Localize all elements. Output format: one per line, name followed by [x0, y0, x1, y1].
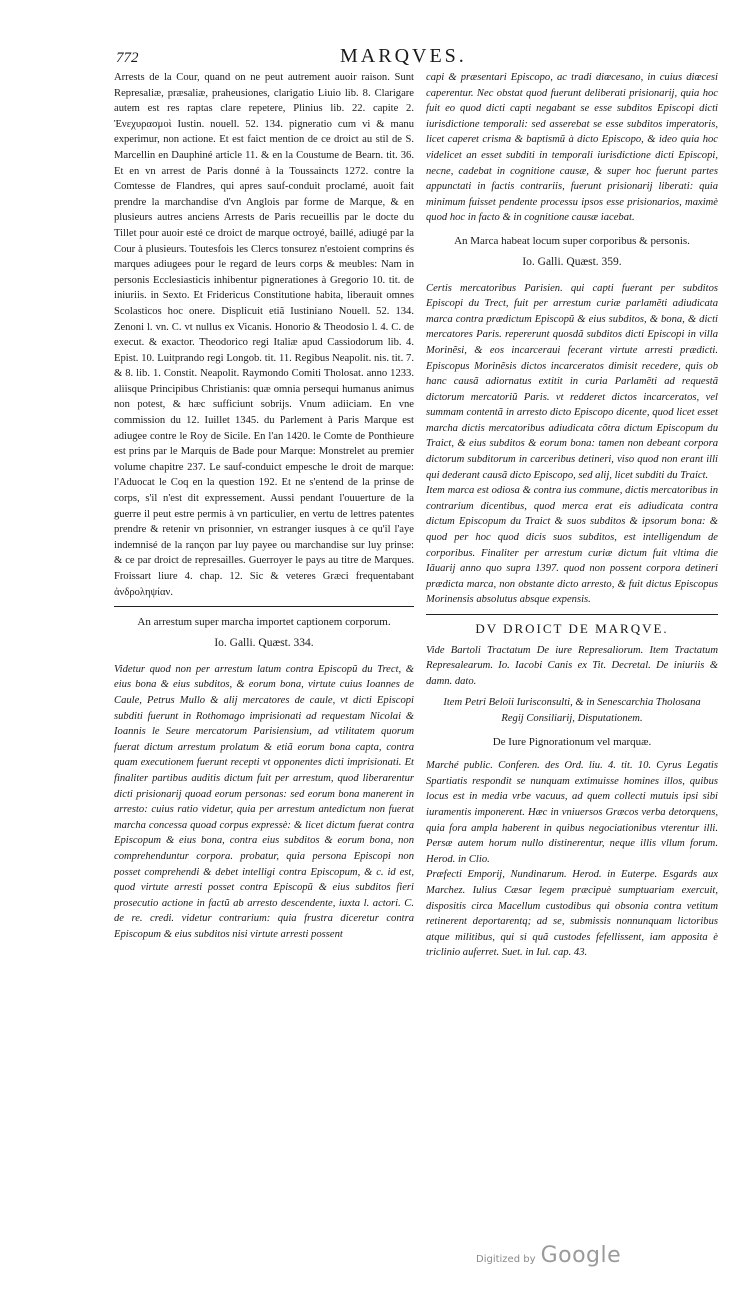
- right-paragraph-2: Certis mercatoribus Parisien. qui capti fuerant per subditos Episcopi du Trect, fuit per arrestum curiæ parlamẽti adiudicata marca contra prædictum Episcopũ & eius subditos, & bona, & dicti mercatores Paris. repererunt quosdã subditos dicti Episcopi in villa Morinẽsi, & eos incarceraui fecerant virtute arresti prædicti. Episcopus Morinẽsis dictos incarceratos dimisit recedere, quis ob hanc causã adiornatus extitit in curia Parlamẽti ad requestã dictorum mercatoriũ Paris. vt redderet dictos incarceratos, vel summam contentã in arresto dicto Episcopo dicente, quod licet esset marcha dictis mercatoribus adiudicata cõtra dictum Episcopum du Traict, & eius subditos & eorum bona: tamen non debeant corpora dictorum subditorum in carceribus detineri, viso quod non erant illi qui dederant causã dicto Episcopo, sed alij, licet subditi du Traict.: [426, 282, 718, 481]
- section-title: DV DROICT DE MARQVE.: [475, 621, 669, 636]
- question-reference: Io. Galli. Quæst. 359.: [522, 255, 622, 268]
- right-paragraph-3: Item marca est odiosa & contra ius commune, dictis mercatoribus in contrarium dicentibus, quod merca erat eis adiudicata contra dictum Episcopum du Traict & suos subditos & ipsorum bona: & quod per hoc quod dicis suos subditos, est intelligendum de corporibus. Finaliter per arrestum curiæ dictum fuit vltima die Iãuarij anno quo supra 1397. quod non possent corpora detineri prædicta marca, non obstante dicto arresto, & fuit dictus Episcopus Morinensis absolutus absque expensis.: [426, 485, 718, 606]
- divider: [114, 606, 414, 607]
- right-column: [426, 70, 718, 961]
- question-reference: Io. Galli. Quæst. 334.: [214, 637, 314, 650]
- divider: [426, 614, 718, 615]
- left-column: [114, 70, 414, 942]
- left-paragraph-2: Videtur quod non per arrestum latum contra Episcopũ du Trect, & eius bona & eius subditos, & eorum bona, virtute cuius Ioannes de Caule, Petrus Mullo & alij mercatores de caule, vt dicti Episcopi subditi fuerunt in Rothomago imprisionati ad requestam Nicolai & Ioannis le Seure mercatorum Parisiensium, ad vtilitatem quorum fuerat dictum arrestum prolatum & etiã eorum bona capta, contra quam executionem fuerunt recepti vt opponentes dicti imprisionati. Et finaliter partibus auditis dictum fuit per arrestum, quod liberarentur dicti prisionarij quoad eorum personas: sed eorum bona manerent in arresto: cuius ratio videtur, quia per arrestum antedictum non fuerat marcha concessa quoad corpus expressè: & licet dictum fuerat contra Episcopum & eius bona, contra eius subditos & eorum bona, non comprehenduntur corpora. probatur, quia persona Episcopi non posset comprehendi & debet intelligi contra Episcopum, & c. id est, quod virtute arresti posset contra Episcopũ & eius subditos fieri prosecutio actione in factũ ab arresto descendente, iuxta l. actori. C. de re. credi. videtur contrarium: quia frustra diceretur contra Episcopum & eius subditos nisi virtute arresti possent: [114, 663, 414, 940]
- digitized-by-text: Digitized by: [476, 1254, 536, 1265]
- right-paragraph-1: capi & præsentari Episcopo, ac tradi diœcesano, in cuius diœcesi caperentur. Nec obstat quod fuerunt deliberati prisionarij, quia hoc fuit eo quod dicti capti negabant se esse subditos Episcopi dicti iurisdictione temporali: sed asserebat se esse subditos imperatoris, licet caperet crisma & baptismũ à dicto Episcopo, & ideo quia hoc videlicet an esset subditi in temporali iurisdictione dicti Episcopi, necne, cadebat in cognitione causæ, & super hoc fuerunt partes appunctati in factis contrariis, fuerunt prisionarij liberati: quia minimum fuisset pendente processu ipsos esse prisionarios, maximè quod hoc in facto & in cognitione causæ iacebat.: [426, 72, 718, 224]
- references: Vide Bartoli Tractatum De iure Represaliorum. Item Tractatum Represalearum. Io. Iacobi Canis ex Tit. Decretal. De iniuriis & damn. dato.: [426, 644, 718, 687]
- right-paragraph-4: Marché public. Conferen. des Ord. liu. 4. tit. 10. Cyrus Legatis Spartiatis respondit se nunquam extimuisse homines illos, quibus locus est in media vrbe vacuus, ad quem collecti mutuis ipsi sibi iuramentis imponerent. Hæc in vniuersos Græcos verba detorquens, quia fora ampla haberent in quibus negociationibus vterentur illi. Persæ autem horum nullo distinerentur, neque illis vllum forum. Herod. in Clio.: [426, 760, 718, 865]
- question-heading: An arrestum super marcha importet captionem corporum.: [137, 616, 391, 629]
- running-head: MARQVES.: [340, 45, 467, 67]
- digitized-watermark: [476, 1243, 621, 1268]
- question-heading: An Marca habeat locum super corporibus & personis.: [454, 234, 690, 247]
- google-logo: Google: [540, 1243, 622, 1268]
- page-number: 772: [116, 50, 139, 66]
- right-paragraph-5: Præfecti Emporij, Nundinarum. Herod. in Euterpe. Esgards aux Marchez. Iulius Cæsar legem præcipuè sumptuariam exercuit, dispositis circa Macellum custodibus qui obsonia contra vetitum retinerent deportarentq; ad se, submissis nonnunquam lictoribus atque militibus, qui si quã custodes fefellissent, iam apposita è triclinio auferret. Suet. in Iul. cap. 43.: [426, 869, 718, 959]
- subsection-title: De Iure Pignorationum vel marquæ.: [492, 735, 652, 748]
- left-paragraph-1: Arrests de la Cour, quand on ne peut autrement auoir raison. Sunt Represaliæ, præsaliæ, praheusiones, clarigatio Liuio lib. 8. Clarigare autem est res raptas clare repetere, Plinius lib. 22. capite 2. Ἐνεχυρασμοὶ Iustin. nouell. 52. 134. pigneratio cum vi & manu experimur, non actione. Et est faict mention de ce droict au stil de S. Marcellin en Dauphiné article 11. & en la Coustume de Bearn. tit. 36. Et en vn arrest de Paris donné à la Toussaincts 1272. contre la Comtesse de Flandres, qui apres sauf-conduit proclamé, auoit fait prendre la marchandise d'vn Anglois par forme de Marque, & en plusieurs autres anciens Arrests de Paris recueillis par le docte du Tillet pour auoir esté ce droict de marque octroyé, baillé, adiugé par la Cour à plusieurs. Toutesfois les Clercs tonsurez n'estoient comprins és marques adiugees pour le regard de leurs corps & meubles: Nam in personis Ecclesiasticis inhibentur pignerationes à Gregorio 10. tit. de iniuriis. in Sexto. Et Fridericus Constitutione habita, liberauit omnes Scolasticos hoc onere. Displicuit etiã Iustiniano Nouell. 52. 134. Zenoni l. vn. C. vt nullus ex Vicanis. Honorio & Theodosio l. 4. C. de execut. & exactor. Theodorico regi Italiæ apud Cassiodorum lib. 4. Epist. 10. Luitprando regi Longob. tit. 11. Regibus Neapolit. nis. tit. 7. & 8. lib. 1. Constit. Neapolit. Raymondo Comiti Tholosat. anno 1233. aliisque Principibus Christianis: quæ omnia persequi humanus animus non potest, & hæc sufficiunt sobrijs. Vnum adiiciam. En vne commission du 12. Iuillet 1345. du Parlement à Paris Marque est adiugee contre le Roy de Sicile. En l'an 1420. le Comte de Ponthieure est prins par le Marquis de Bade pour Marque: Monstrelet au premier volume chapitre 237. Le sauf-conduict empesche le droit de marque: l'Aduocat le Coq en la question 192. Et ne s'entend de la prinse de corps, s'il n'est dit expressement. Aussi pendant l'ouuerture de la guerre il peut estre permis à vn particulier, en vertu de lettres patentes prendre & retenir vn prisonnier, vn estranger iusques à ce qu'il l'aye indemnisé de la rançon par luy payee ou marchandise sur luy prinse: & ce par droict de represailles. Guerroyer le pays au titre de Marques. Froissart liure 4. chap. 12. Sic & veteres Græci frequentabant ἀνδροληψίαν.: [114, 72, 414, 598]
- references-2: Item Petri Beloii Iurisconsulti, & in Senescarchia Tholosana Regij Consiliarij, Disputationem.: [443, 697, 701, 724]
